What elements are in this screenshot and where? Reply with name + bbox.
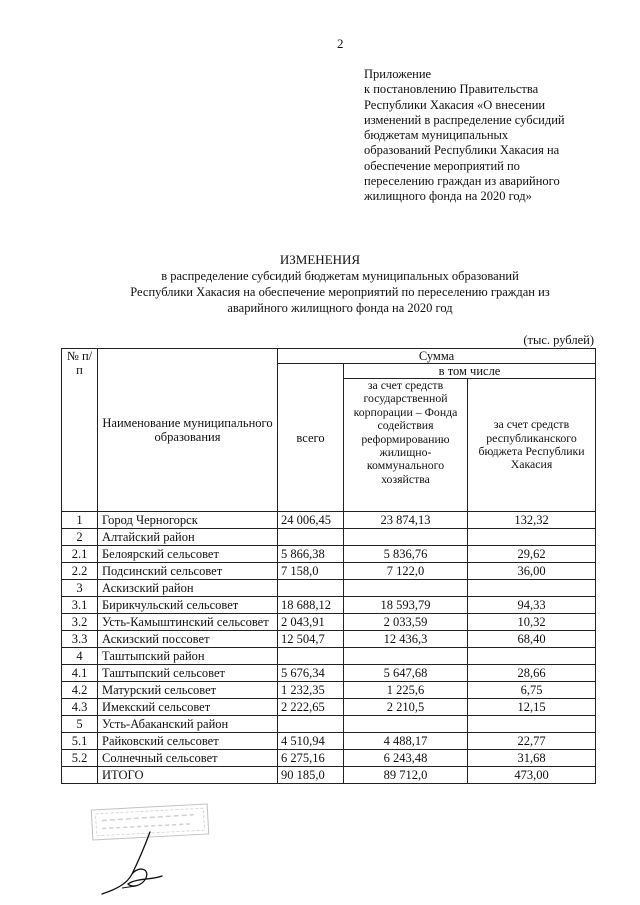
row-total-cell: 5 866,38 — [278, 546, 344, 563]
row-total-cell: 2 043,91 — [278, 614, 344, 631]
header-fund: за счет средств государственной корпорации – Фонда содействия реформированию жилищно-коммунального хозяйства — [344, 379, 468, 512]
header-including: в том числе — [344, 364, 596, 379]
row-republic-cell — [468, 529, 596, 546]
row-num-cell: 5.2 — [62, 750, 98, 767]
row-name-cell: Алтайский район — [98, 529, 278, 546]
subtitle-line: Республики Хакасия на обеспечение мероприятий по переселению граждан из — [130, 285, 550, 299]
row-num-cell: 4.3 — [62, 699, 98, 716]
header-name: Наименование муниципального образования — [98, 349, 278, 512]
row-total-cell: 24 006,45 — [278, 512, 344, 529]
row-fund-cell: 4 488,17 — [344, 733, 468, 750]
row-fund-cell: 12 436,3 — [344, 631, 468, 648]
table-row — [62, 750, 596, 767]
row-total-cell: 5 676,34 — [278, 665, 344, 682]
row-num-cell: 2 — [62, 529, 98, 546]
row-name-cell: Аскизский район — [98, 580, 278, 597]
row-total-cell: 4 510,94 — [278, 733, 344, 750]
row-num-cell: 3.2 — [62, 614, 98, 631]
row-num-cell: 3 — [62, 580, 98, 597]
row-num-cell: 4.2 — [62, 682, 98, 699]
table-row — [62, 716, 596, 733]
row-total-cell: 2 222,65 — [278, 699, 344, 716]
row-name-cell: Белоярский сельсовет — [98, 546, 278, 563]
row-num-cell: 3.3 — [62, 631, 98, 648]
row-total-cell — [278, 716, 344, 733]
row-name-cell: Аскизский поссовет — [98, 631, 278, 648]
subtitle-line: в распределение субсидий бюджетам муниципальных образований — [161, 269, 519, 283]
row-name-cell: Усть-Абаканский район — [98, 716, 278, 733]
signature — [92, 828, 172, 898]
row-name-cell: Имекский сельсовет — [98, 699, 278, 716]
header-republic: за счет средств республиканского бюджета Республики Хакасия — [468, 379, 596, 512]
row-num-cell — [62, 767, 98, 784]
table-row — [62, 682, 596, 699]
row-fund-cell: 1 225,6 — [344, 682, 468, 699]
units-label: (тыс. рублей) — [523, 333, 594, 347]
row-name-cell: Усть-Камыштинский сельсовет — [98, 614, 278, 631]
row-republic-cell: 68,40 — [468, 631, 596, 648]
row-total-cell: 1 232,35 — [278, 682, 344, 699]
row-name-cell: Райковский сельсовет — [98, 733, 278, 750]
subsidy-table — [61, 348, 596, 784]
row-num-cell: 2.1 — [62, 546, 98, 563]
row-republic-cell: 473,00 — [468, 767, 596, 784]
row-total-cell: 18 688,12 — [278, 597, 344, 614]
row-fund-cell — [344, 716, 468, 733]
row-total-cell: 6 275,16 — [278, 750, 344, 767]
row-name-cell: Подсинский сельсовет — [98, 563, 278, 580]
row-republic-cell: 10,32 — [468, 614, 596, 631]
row-name-cell: Таштыпский сельсовет — [98, 665, 278, 682]
row-name-cell: Матурский сельсовет — [98, 682, 278, 699]
row-republic-cell: 6,75 — [468, 682, 596, 699]
header-sum: Сумма — [278, 349, 596, 364]
appendix-line: бюджетам муниципальных — [364, 128, 509, 143]
table-row — [62, 699, 596, 716]
document-subtitle — [60, 268, 620, 316]
table-row — [62, 512, 596, 529]
row-republic-cell: 36,00 — [468, 563, 596, 580]
appendix-line: образований Республики Хакасия на — [364, 143, 560, 158]
row-num-cell: 5 — [62, 716, 98, 733]
subtitle-line: аварийного жилищного фонда на 2020 год — [227, 301, 453, 315]
row-fund-cell: 6 243,48 — [344, 750, 468, 767]
row-republic-cell — [468, 648, 596, 665]
row-fund-cell — [344, 648, 468, 665]
row-republic-cell: 132,32 — [468, 512, 596, 529]
table-row — [62, 580, 596, 597]
row-republic-cell: 94,33 — [468, 597, 596, 614]
table-row — [62, 648, 596, 665]
row-num-cell: 5.1 — [62, 733, 98, 750]
row-total-cell: 90 185,0 — [278, 767, 344, 784]
table-row — [62, 767, 596, 784]
appendix-line: к постановлению Правительства — [364, 82, 539, 97]
row-republic-cell: 28,66 — [468, 665, 596, 682]
row-fund-cell: 7 122,0 — [344, 563, 468, 580]
row-republic-cell: 12,15 — [468, 699, 596, 716]
row-fund-cell: 5 836,76 — [344, 546, 468, 563]
row-total-cell — [278, 648, 344, 665]
appendix-line: Республики Хакасия «О внесении — [364, 97, 546, 112]
row-num-cell: 1 — [62, 512, 98, 529]
header-total: всего — [278, 364, 344, 512]
document-title: ИЗМЕНЕНИЯ — [279, 252, 361, 267]
table-row — [62, 631, 596, 648]
row-total-cell: 12 504,7 — [278, 631, 344, 648]
row-num-cell: 4.1 — [62, 665, 98, 682]
row-fund-cell: 2 210,5 — [344, 699, 468, 716]
row-republic-cell: 22,77 — [468, 733, 596, 750]
row-num-cell: 3.1 — [62, 597, 98, 614]
row-fund-cell: 2 033,59 — [344, 614, 468, 631]
row-republic-cell: 29,62 — [468, 546, 596, 563]
table-row — [62, 563, 596, 580]
table-row — [62, 546, 596, 563]
page-number: 2 — [337, 36, 344, 51]
row-republic-cell — [468, 716, 596, 733]
row-name-cell: ИТОГО — [98, 767, 278, 784]
row-name-cell: Город Черногорск — [98, 512, 278, 529]
row-name-cell: Солнечный сельсовет — [98, 750, 278, 767]
row-republic-cell — [468, 580, 596, 597]
row-fund-cell: 89 712,0 — [344, 767, 468, 784]
row-name-cell: Бирикчульский сельсовет — [98, 597, 278, 614]
appendix-line: жилищного фонда на 2020 год» — [364, 189, 532, 204]
appendix-line: обеспечение мероприятий по — [364, 158, 520, 173]
table-row — [62, 733, 596, 750]
row-fund-cell: 18 593,79 — [344, 597, 468, 614]
row-republic-cell: 31,68 — [468, 750, 596, 767]
row-total-cell — [278, 580, 344, 597]
row-total-cell — [278, 529, 344, 546]
appendix-line: переселению граждан из аварийного — [364, 174, 560, 189]
row-name-cell: Таштыпский район — [98, 648, 278, 665]
table-row — [62, 529, 596, 546]
row-fund-cell — [344, 529, 468, 546]
row-fund-cell: 5 647,68 — [344, 665, 468, 682]
row-num-cell: 2.2 — [62, 563, 98, 580]
table-row — [62, 665, 596, 682]
table-row — [62, 597, 596, 614]
table-row — [62, 614, 596, 631]
row-fund-cell: 23 874,13 — [344, 512, 468, 529]
appendix-line: изменений в распределение субсидий — [364, 112, 565, 127]
row-num-cell: 4 — [62, 648, 98, 665]
row-fund-cell — [344, 580, 468, 597]
appendix-note — [364, 67, 624, 205]
appendix-line: Приложение — [364, 67, 432, 81]
header-num: № п/п — [62, 349, 98, 512]
row-total-cell: 7 158,0 — [278, 563, 344, 580]
